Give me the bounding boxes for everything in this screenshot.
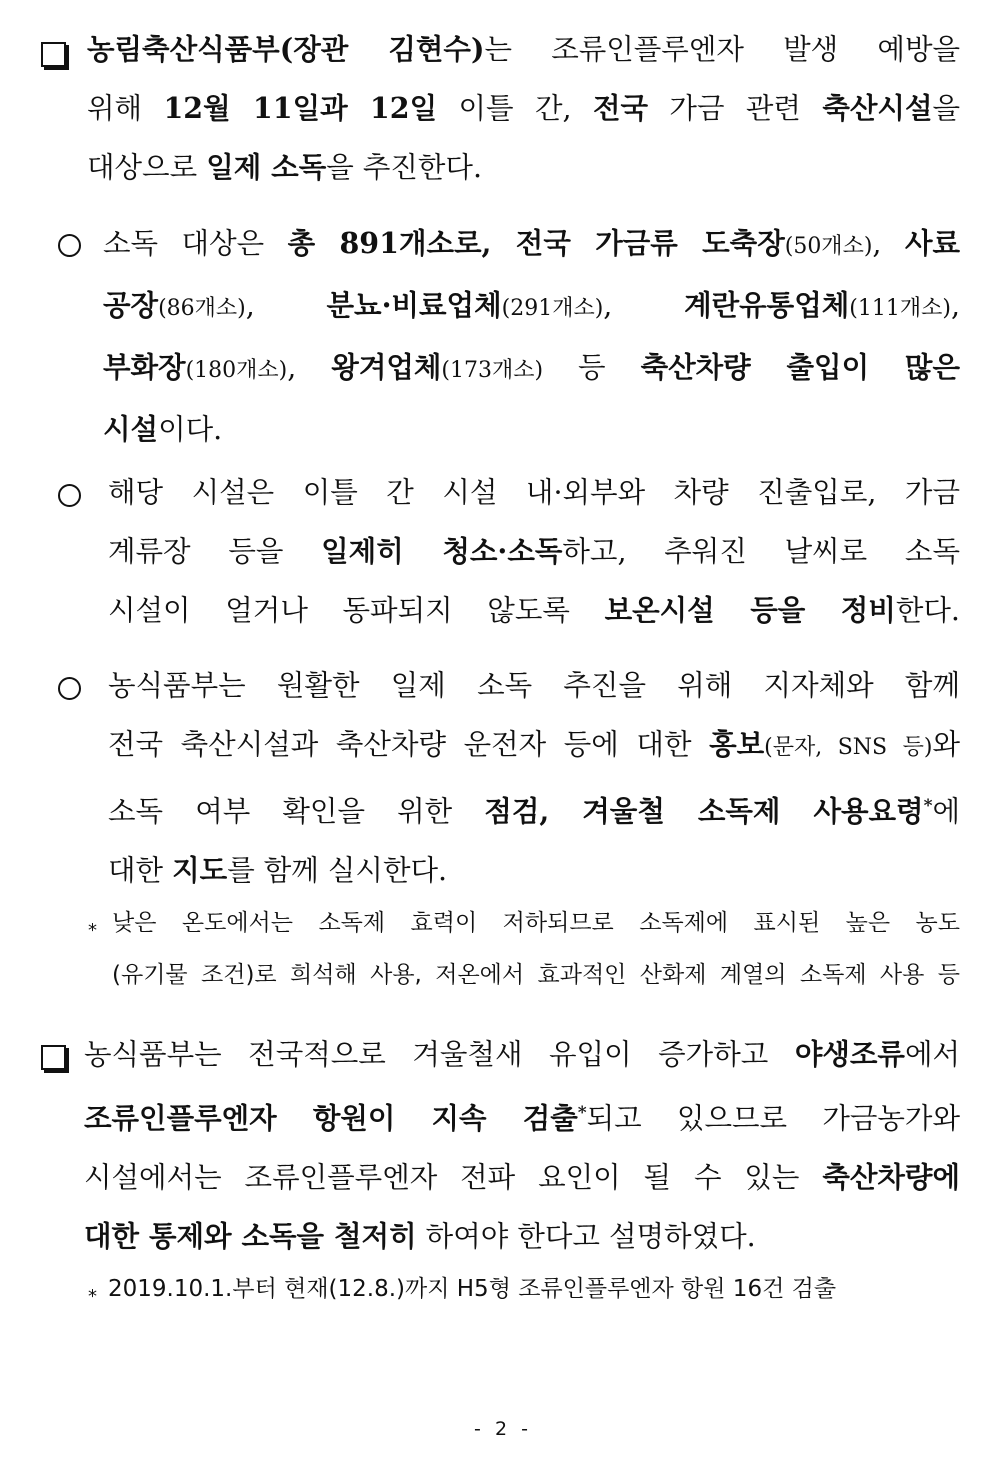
text-small: (50개소) [784,234,873,259]
page-number: - 2 - [474,1418,532,1440]
text-line [108,841,960,900]
text-bold: 왕겨업체 [331,350,442,384]
square-bullet-icon [41,42,66,67]
text: 계류장 등을 [108,535,322,568]
text: 등 [543,351,641,384]
paragraph-wild-birds [84,1025,960,1266]
bullet-promotion [108,657,960,900]
text: , [245,289,327,322]
text-line [108,522,960,581]
text-small: (180개소) [185,358,288,383]
text-bold: (장관 김현수) [279,32,485,66]
text-bold: 농림축산식품부 [87,32,280,66]
text-small: (문자, SNS 등) [764,735,933,760]
text-bold: 분뇨·비료업체 [326,288,502,322]
text-bold: 홍보 [709,727,765,761]
text-line [87,20,960,79]
text-line [108,581,960,640]
text: 한다. [895,594,960,627]
text-bold: 대한 통제와 소독을 철저히 [84,1219,417,1253]
text-line [103,276,960,338]
text-line [103,338,960,400]
text-small: (291개소) [501,296,604,321]
circle-bullet-icon [58,234,81,257]
text: 대상으로 [87,151,207,184]
square-bullet-icon [41,1045,66,1070]
text-bold: 축산차량 출입이 많은 [640,350,960,384]
text: 는 조류인플루엔자 발생 예방을 [484,33,960,66]
text-bold: 축산시설 [822,91,933,125]
text-line [108,657,960,715]
text-bold: 시설 [103,412,159,446]
text-bold: 공장 [103,288,159,322]
footnote-line: 2019.10.1.부터 현재(12.8.)까지 H5형 조류인플루엔자 항원 16건 검출 [108,1276,837,1302]
text-bold: 지도 [172,853,228,887]
text: 전국 축산시설과 축산차량 운전자 등에 대한 [108,728,710,761]
text: 대한 [108,854,173,887]
text-bold: 전국 [592,91,649,125]
text-bold: 조류인플루엔자 항원이 지속 검출 [84,1101,578,1135]
text-bold: 총 891개소로, 전국 가금류 도축장 [287,226,785,260]
text-line [87,79,960,138]
footnote-disinfectant [112,897,960,1001]
text-line [108,464,960,522]
circle-bullet-icon [58,677,81,700]
bullet-cleaning [108,464,960,640]
text: 해당 시설은 이틀 간 시설 내·외부와 차량 진출입로, 가금 [108,476,960,509]
text-line [84,1025,960,1084]
text-small: (86개소) [158,296,246,321]
text: 이틀 간, [437,92,593,125]
text: , [287,351,332,384]
footnote-marker: * [923,796,933,816]
text-line [108,777,960,841]
text: 가금 관련 [648,92,823,125]
text-bold: 계란유통업체 [684,288,850,322]
text-bold: 사료 [904,226,960,260]
text-line [103,214,960,276]
text: 하여야 한다고 설명하였다. [416,1220,756,1253]
text: 을 추진한다. [326,151,483,184]
text: 소독 여부 확인을 위한 [108,795,485,828]
footnote-star: * [88,1286,97,1307]
footnote-line: (유기물 조건)로 희석해 사용, 저온에서 효과적인 산화제 계열의 소독제 사용 등 [112,962,960,988]
text: 농식품부는 원활한 일제 소독 추진을 위해 지자체와 함께 [108,669,960,702]
text: 되고 있으므로 가금농가와 [586,1102,960,1135]
text-bold: 12월 11일과 12일 [163,91,438,125]
text-bold: 축산차량에 [822,1160,960,1194]
text-line [84,1148,960,1207]
text: 를 함께 실시한다. [227,854,448,887]
footnote-marker: * [577,1103,587,1123]
paragraph-announcement [87,20,960,197]
text-bold: 보온시설 등을 정비 [604,593,896,627]
circle-bullet-icon [58,484,81,507]
text: 이다. [158,413,223,446]
text: , [950,289,960,322]
text: 하고, 추워진 날씨로 소독 [562,535,960,568]
text: 농식품부는 전국적으로 겨울철새 유입이 증가하고 [84,1038,795,1071]
text: 소독 대상은 [103,227,288,260]
text: , [872,227,905,260]
text-line [103,400,960,459]
footnote-star: * [88,920,97,941]
text: 에 [932,795,960,828]
text-line [84,1084,960,1148]
text-bold: 일제히 청소·소독 [321,534,563,568]
text: 와 [932,728,960,761]
footnote-detection [108,1263,960,1315]
text-bold: 일제 소독 [206,150,327,184]
footnote-line: 낮은 온도에서는 소독제 효력이 저하되므로 소독제에 표시된 높은 농도 [112,910,960,936]
bullet-targets [103,214,960,459]
text-small: (111개소) [849,296,951,321]
text-bold: 부화장 [103,350,186,384]
text: 에서 [904,1038,960,1071]
text-bold: 점검, 겨울철 소독제 사용요령 [484,794,924,828]
text-line [87,138,960,197]
text: 을 [932,92,960,125]
text-bold: 야생조류 [794,1037,905,1071]
text: 시설이 얼거나 동파되지 않도록 [108,594,605,627]
text-line [84,1207,960,1266]
text: , [603,289,685,322]
text-small: (173개소) [441,358,544,383]
text-line [108,715,960,777]
text: 위해 [87,92,164,125]
text: 시설에서는 조류인플루엔자 전파 요인이 될 수 있는 [84,1161,823,1194]
